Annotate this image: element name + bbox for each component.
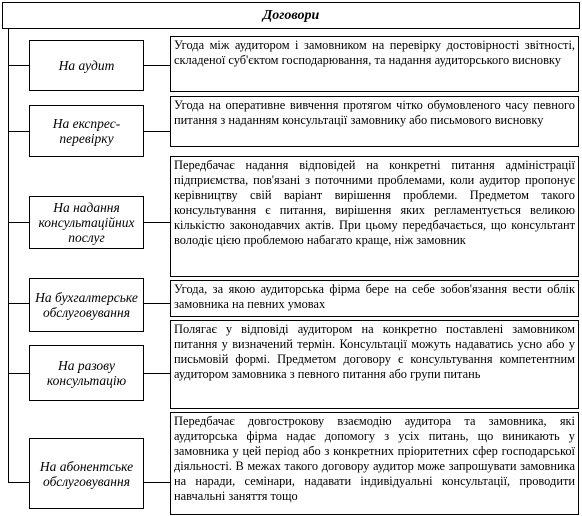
- contract-description-accounting-service: Угода, за якою аудиторська фірма бере на себе зобов'язання вести облік замовника на певних умовах: [170, 280, 579, 317]
- contract-description-consulting-services: Передбачає надання відповідей на конкретні питання адміністрації підприємства, пов'язані з поточними проблемами, коли аудитор пропонує керівництву свій варіант вирішення проблеми. Предметом такого консультування є питання, вирішення яких регламентується великою кількістю законодавчих актів. При цьому передбачається, що консультант володіє цією проблемою набагато краще, ніж замовник: [170, 156, 579, 277]
- connector-link: [144, 373, 170, 374]
- connector-link: [144, 131, 170, 132]
- connector-branch: [8, 65, 29, 66]
- contract-type-subscription-service: На абонентське обслуговування: [29, 438, 144, 509]
- connector-branch: [8, 482, 29, 483]
- contract-type-express-check: На експрес-перевірку: [29, 105, 144, 157]
- contract-type-accounting-service: На бухгалтерське обслуговування: [29, 278, 144, 332]
- connector-branch: [8, 303, 29, 304]
- connector-branch: [8, 222, 29, 223]
- trunk-line: [8, 29, 9, 483]
- contract-type-audit: На аудит: [29, 40, 144, 91]
- connector-branch: [8, 131, 29, 132]
- connector-link: [144, 482, 170, 483]
- contract-description-express-check: Угода на оперативне вивчення протягом чітко обумовленого часу певного питання з наданням консультації замовнику або письмового висновку: [170, 96, 579, 147]
- connector-branch: [8, 373, 29, 374]
- connector-link: [144, 303, 170, 304]
- connector-link: [144, 65, 170, 66]
- diagram-title: Договори: [2, 2, 580, 29]
- contract-type-consulting-services: На надання консультаційних послуг: [29, 196, 144, 249]
- contract-type-single-consultation: На разову консультацію: [29, 345, 144, 401]
- contract-description-single-consultation: Полягає у відповіді аудитором на конкретно поставлені замовником питання у визначений термін. Консультації можуть надаватись усно або у письмовій формі. Предметом договору є консультування компетентним аудитором замовника з певного питання або групи питань: [170, 320, 579, 409]
- contract-description-subscription-service: Передбачає довгострокову взаємодію аудитора та замовника, які аудиторська фірма надає допомогу з усіх питань, що виникають у замовника у цей період або з конкретних пріоритетних сфер господарської діяльності. В межах такого договору аудитор може запрошувати замовника на наради, семінари, надавати індивідуальні консультації, проводити навчальні заняття тощо: [170, 412, 579, 515]
- connector-link: [144, 222, 170, 223]
- contract-description-audit: Угода між аудитором і замовником на перевірку достовірності звітності, складеної суб'єктом господарювання, та надання аудиторського висновку: [170, 36, 579, 92]
